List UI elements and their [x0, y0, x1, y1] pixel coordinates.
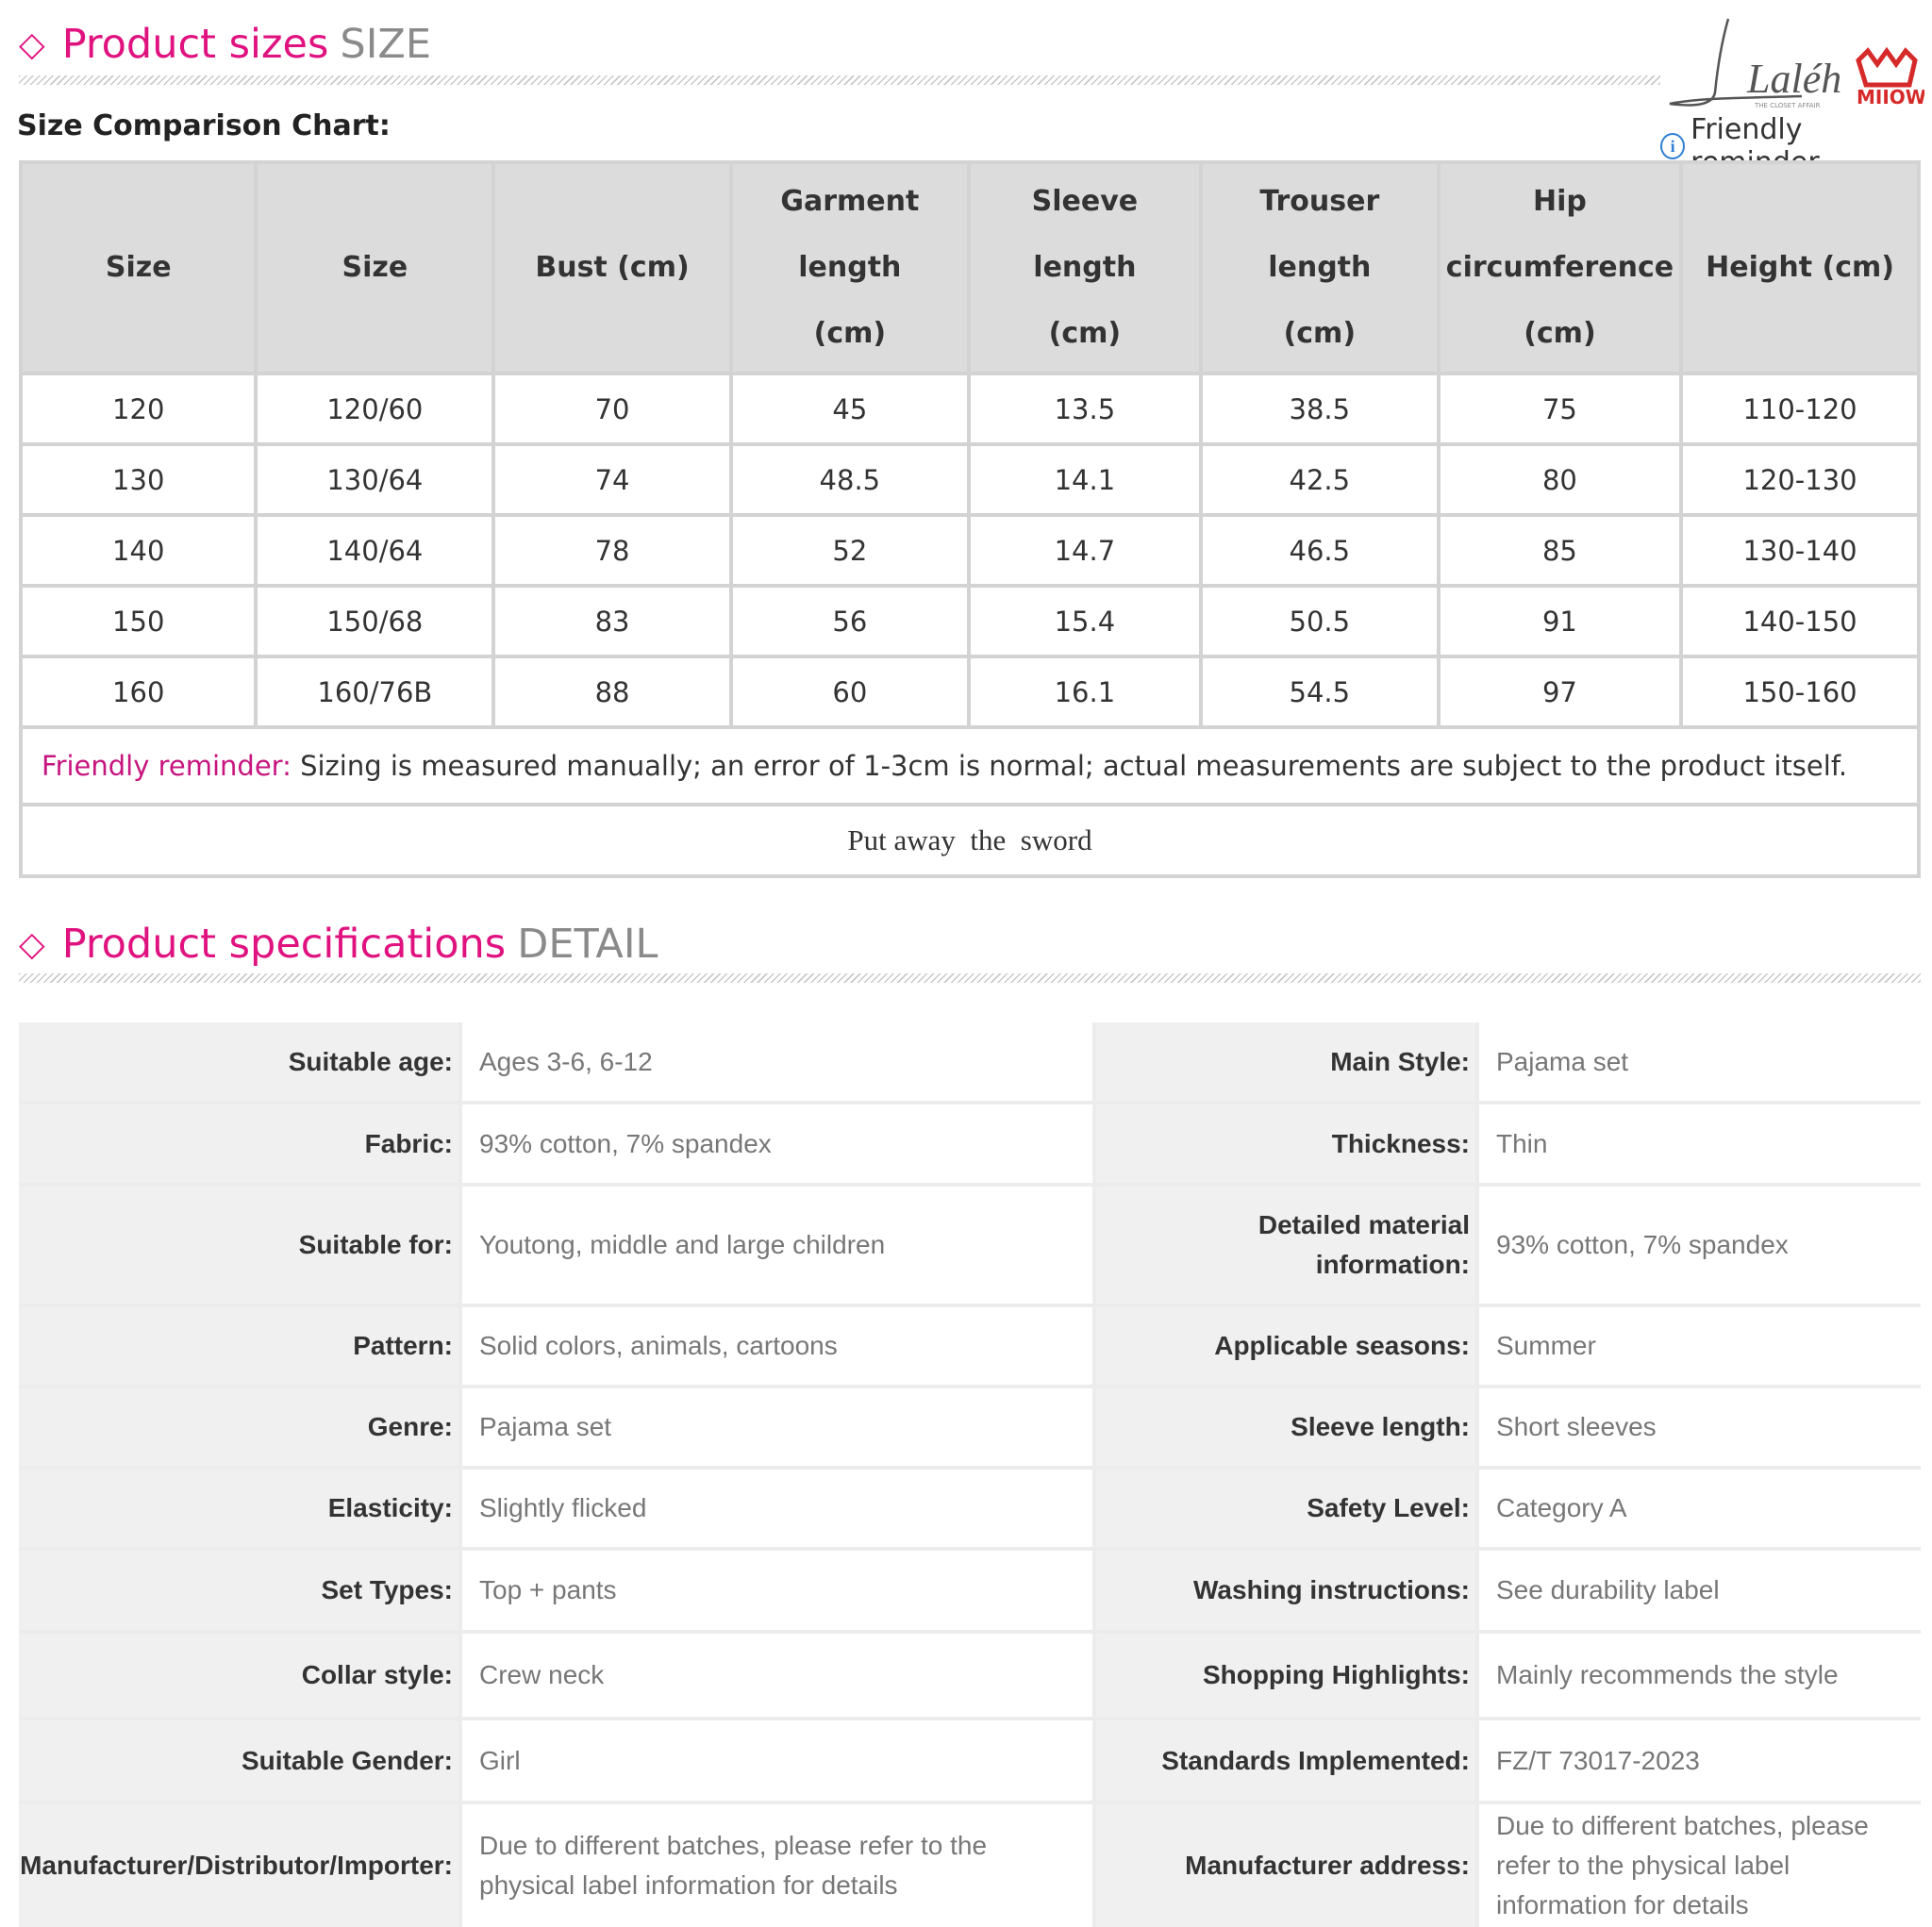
specs-section-header: [19, 921, 658, 968]
header-garment-length: Garment length (cm): [731, 162, 969, 374]
cell: 120-130: [1681, 444, 1919, 515]
header-height: Height (cm): [1681, 162, 1919, 374]
spec-value: Pajama set: [1475, 1022, 1921, 1101]
cell: 15.4: [969, 586, 1201, 656]
cell: 45: [731, 374, 969, 444]
spec-value: Mainly recommends the style: [1475, 1634, 1921, 1717]
cell: 38.5: [1201, 374, 1439, 444]
svg-text:THE CLOSET AFFAIR: THE CLOSET AFFAIR: [1755, 102, 1821, 109]
spec-value: 93% cotton, 7% spandex: [1475, 1187, 1921, 1304]
brand-logo: [1660, 17, 1924, 113]
spec-label: Elasticity:: [19, 1470, 458, 1547]
cell: 83: [493, 586, 731, 656]
cell: 56: [731, 586, 969, 656]
cell: 16.1: [969, 656, 1201, 727]
spec-value: Short sleeves: [1475, 1388, 1921, 1466]
spec-label: Genre:: [19, 1388, 458, 1466]
header-size-code: Size: [256, 162, 493, 374]
cell: 120/60: [256, 374, 493, 444]
hatch-divider: [19, 75, 1660, 85]
spec-value: See durability label: [1475, 1551, 1921, 1630]
cell: 140/64: [256, 515, 493, 586]
diamond-icon: ◇: [19, 25, 45, 64]
cell: 52: [731, 515, 969, 586]
specs-title: Product specifications: [61, 921, 507, 968]
table-row: [21, 444, 1919, 515]
spec-label: Suitable age:: [19, 1022, 458, 1101]
table-row: [21, 515, 1919, 586]
header-bust: Bust (cm): [493, 162, 731, 374]
cell: 110-120: [1681, 374, 1919, 444]
spec-row: [19, 1634, 1921, 1720]
svg-text:MIIOW: MIIOW: [1857, 86, 1924, 108]
spec-value: Girl: [458, 1720, 1096, 1801]
crown-icon: [1858, 51, 1915, 85]
table-row: [21, 586, 1919, 656]
info-icon: i: [1660, 133, 1685, 159]
spec-value: Due to different batches, please refer to the physical label information for details: [1475, 1804, 1921, 1927]
cell: 97: [1439, 656, 1681, 727]
size-table-header-row: [21, 162, 1919, 374]
cell: 80: [1439, 444, 1681, 515]
header-hip-circumference: Hip circumference (cm): [1439, 162, 1681, 374]
spec-label: Suitable Gender:: [19, 1720, 458, 1801]
cell: 130-140: [1681, 515, 1919, 586]
cell: 88: [493, 656, 731, 727]
header-size: Size: [21, 162, 256, 374]
cell: 140-150: [1681, 586, 1919, 656]
size-note: [21, 727, 1919, 805]
cell: 14.7: [969, 515, 1201, 586]
cell: 54.5: [1201, 656, 1439, 727]
cell: 70: [493, 374, 731, 444]
product-specifications: [19, 1022, 1921, 1927]
header-sleeve-length: Sleeve length (cm): [969, 162, 1201, 374]
size-note-text: Sizing is measured manually; an error of 1-3cm is normal; actual measurements are subject to the product itself.: [291, 750, 1848, 782]
cell: 91: [1439, 586, 1681, 656]
size-note-label: Friendly reminder:: [42, 750, 291, 782]
cell: 140: [21, 515, 256, 586]
cell: 130/64: [256, 444, 493, 515]
spec-value: Thin: [1475, 1105, 1921, 1183]
spec-value: Ages 3-6, 6-12: [458, 1022, 1096, 1101]
spec-value: Due to different batches, please refer to the physical label information for details: [458, 1804, 1096, 1927]
cell: 74: [493, 444, 731, 515]
table-row: [21, 656, 1919, 727]
cell: 75: [1439, 374, 1681, 444]
spec-label: Main Style:: [1096, 1022, 1475, 1101]
cell: 150/68: [256, 586, 493, 656]
hatch-divider: [19, 973, 1921, 983]
spec-value: Category A: [1475, 1470, 1921, 1547]
svg-text:Laléh: Laléh: [1747, 56, 1842, 102]
spec-label: Suitable for:: [19, 1187, 458, 1304]
spec-row: [19, 1105, 1921, 1187]
spec-value: Solid colors, animals, cartoons: [458, 1307, 1096, 1385]
friendly-reminder-label: Friendly: [1690, 113, 1803, 146]
size-note-row: [21, 727, 1919, 805]
spec-value: FZ/T 73017-2023: [1475, 1720, 1921, 1801]
cell: 160/76B: [256, 656, 493, 727]
diamond-icon: ◇: [19, 925, 45, 964]
cell: 150: [21, 586, 256, 656]
spec-label: Set Types:: [19, 1551, 458, 1630]
spec-row: [19, 1187, 1921, 1307]
spec-row: [19, 1307, 1921, 1388]
spec-value: Youtong, middle and large children: [458, 1187, 1096, 1304]
cell: 120: [21, 374, 256, 444]
spec-label: Manufacturer/Distributor/Importer:: [19, 1804, 458, 1927]
cell: 78: [493, 515, 731, 586]
spec-label: Thickness:: [1096, 1105, 1475, 1183]
cell: 48.5: [731, 444, 969, 515]
cell: 46.5: [1201, 515, 1439, 586]
spec-label: Washing instructions:: [1096, 1551, 1475, 1630]
spec-label: Detailed material information:: [1096, 1187, 1475, 1304]
spec-value: Summer: [1475, 1307, 1921, 1385]
cell: 50.5: [1201, 586, 1439, 656]
size-chart-caption: Size Comparison Chart:: [17, 109, 391, 142]
spec-label: Collar style:: [19, 1634, 458, 1717]
cell: 14.1: [969, 444, 1201, 515]
spec-label: Standards Implemented:: [1096, 1720, 1475, 1801]
spec-label: Manufacturer address:: [1096, 1804, 1475, 1927]
cell: 130: [21, 444, 256, 515]
spec-row: [19, 1804, 1921, 1927]
cell: 150-160: [1681, 656, 1919, 727]
spec-value: Top + pants: [458, 1551, 1096, 1630]
cell: 85: [1439, 515, 1681, 586]
size-footer: Put away the sword: [21, 805, 1919, 876]
sizes-title: Product sizes: [61, 21, 329, 68]
sizes-subtitle: SIZE: [340, 21, 432, 68]
cell: 160: [21, 656, 256, 727]
spec-row: [19, 1551, 1921, 1634]
spec-value: Pajama set: [458, 1388, 1096, 1466]
spec-label: Pattern:: [19, 1307, 458, 1385]
spec-label: Shopping Highlights:: [1096, 1634, 1475, 1717]
spec-row: [19, 1022, 1921, 1105]
spec-value: 93% cotton, 7% spandex: [458, 1105, 1096, 1183]
cell: 13.5: [969, 374, 1201, 444]
spec-value: Crew neck: [458, 1634, 1096, 1717]
header-trouser-length: Trouser length (cm): [1201, 162, 1439, 374]
spec-row: [19, 1720, 1921, 1804]
spec-row: [19, 1388, 1921, 1470]
table-row: [21, 374, 1919, 444]
spec-label: Applicable seasons:: [1096, 1307, 1475, 1385]
specs-subtitle: DETAIL: [517, 921, 658, 968]
spec-label: Safety Level:: [1096, 1470, 1475, 1547]
size-footer-row: [21, 805, 1919, 876]
spec-value: Slightly flicked: [458, 1470, 1096, 1547]
sizes-section-header: [19, 21, 431, 68]
cell: 42.5: [1201, 444, 1439, 515]
spec-label: Fabric:: [19, 1105, 458, 1183]
size-comparison-table: [19, 160, 1921, 878]
spec-row: [19, 1470, 1921, 1551]
cell: 60: [731, 656, 969, 727]
spec-label: Sleeve length:: [1096, 1388, 1475, 1466]
